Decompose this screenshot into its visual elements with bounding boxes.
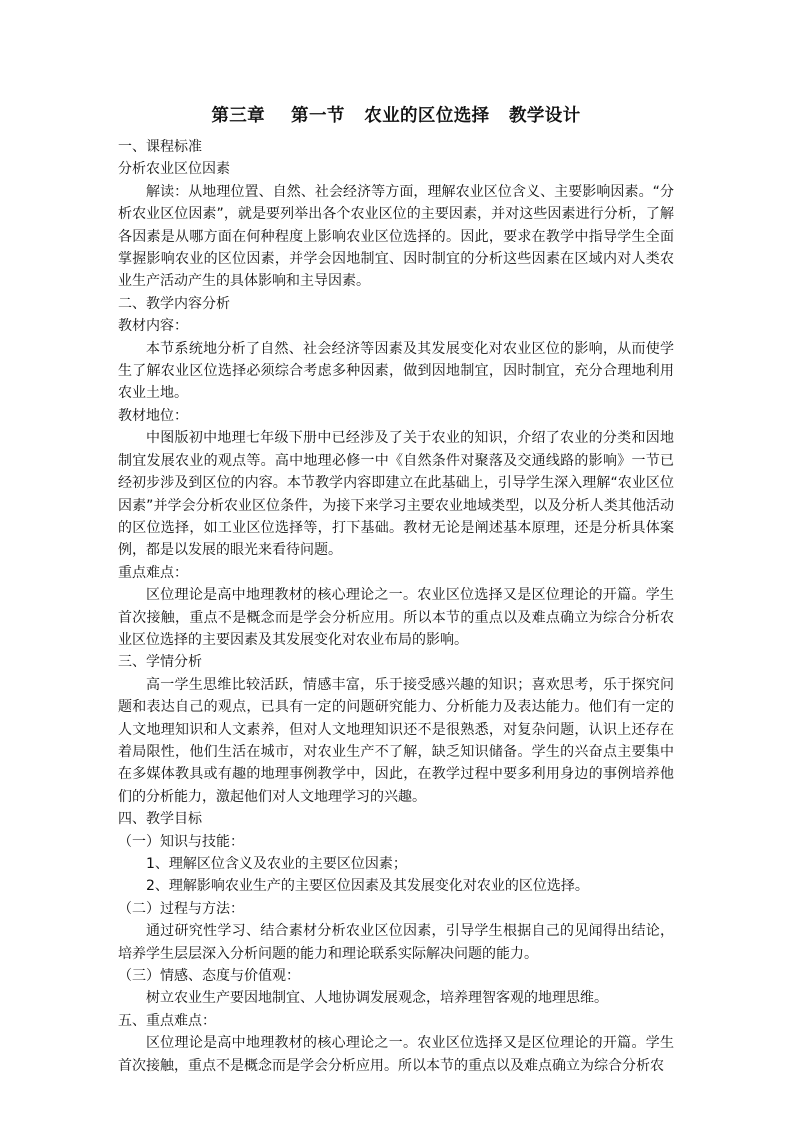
key-points-paragraph: 区位理论是高中地理教材的核心理论之一。农业区位选择又是区位理论的开篇。学生首次接触，重点不是概念而是学会分析应用。所以本节的重点以及难点确立为综合分析农 [118,1035,674,1074]
document-page [118,104,674,1077]
curriculum-standard-line: 分析农业区位因素 [118,161,230,178]
textbook-position-label: 教材地位： [118,407,188,424]
objective-knowledge-item-2: 2、理解影响农业生产的主要区位因素及其发展变化对农业的区位选择。 [146,878,589,895]
objective-process-heading: （二）过程与方法： [118,900,244,917]
section-heading-key-points: 五、重点难点： [118,1012,216,1029]
objective-knowledge-item-1: 1、理解区位含义及农业的主要区位因素； [146,856,407,872]
curriculum-interpretation-paragraph: 解读：从地理位置、自然、社会经济等方面，理解农业区位含义、主要影响因素。“分析农业区位因素”，就是要列举出各个农业区位的主要因素，并对这些因素进行分析，了解各因素是从哪方面在何种程度上影响农业区位选择的。因此，要求在教学中指导学生全面掌握影响农业的区位因素，并学会因地制宜、因时制宜的分析这些因素在区域内对人类农业生产活动产生的具体影响和主导因素。 [118,183,674,290]
objective-attitude-paragraph: 树立农业生产要因地制宜、人地协调发展观念，培养理智客观的地理思维。 [146,990,608,1007]
section-heading-student-analysis: 三、学情分析 [118,654,202,671]
textbook-position-paragraph: 中图版初中地理七年级下册中已经涉及了关于农业的知识，介绍了农业的分类和因地制宜发展农业的观点等。高中地理必修一中《自然条件对聚落及交通线路的影响》一节已经初步涉及到区位的内容。本节教学内容即建立在此基础上，引导学生深入理解“农业区位因素”并学会分析农业区位条件，为接下来学习主要农业地域类型，以及分析人类其他活动的区位选择，如工业区位选择等，打下基础。教材无论是阐述基本原理，还是分析具体案例，都是以发展的眼光来看待问题。 [118,430,674,559]
section-heading-curriculum: 一、课程标准 [118,139,202,155]
key-difficulty-paragraph: 区位理论是高中地理教材的核心理论之一。农业区位选择又是区位理论的开篇。学生首次接触，重点不是概念而是学会分析应用。所以本节的重点以及难点确立为综合分析农业区位选择的主要因素及其发展变化对农业布局的影响。 [118,587,674,648]
student-analysis-paragraph: 高一学生思维比较活跃，情感丰富，乐于接受感兴趣的知识；喜欢思考，乐于探究问题和表达自己的观点，已具有一定的问题研究能力、分析能力及表达能力。他们有一定的人文地理知识和人文素养，但对人文地理知识还不是很熟悉，对复杂问题，认识上还存在着局限性，他们生活在城市，对农业生产不了解，缺乏知识储备。学生的兴奋点主要集中在多媒体教具或有趣的地理事例教学中，因此，在教学过程中要多利用身边的事例培养他们的分析能力，激起他们对人文地理学习的兴趣。 [118,676,674,805]
objective-knowledge-heading: （一）知识与技能： [118,833,244,850]
textbook-content-label: 教材内容： [118,318,188,335]
document-title: 第三章 第一节 农业的区位选择 教学设计 [211,106,581,126]
objective-process-paragraph: 通过研究性学习、结合素材分析农业区位因素，引导学生根据自己的见闻得出结论，培养学生层层深入分析问题的能力和理论联系实际解决问题的能力。 [118,923,674,962]
objective-attitude-heading: （三）情感、态度与价值观： [118,968,300,985]
section-heading-objectives: 四、教学目标 [118,811,202,828]
section-heading-content-analysis: 二、教学内容分析 [118,295,230,312]
textbook-content-paragraph: 本节系统地分析了自然、社会经济等因素及其发展变化对农业区位的影响，从而使学生了解农业区位选择必须综合考虑多种因素，做到因地制宜，因时制宜，充分合理地利用农业土地。 [118,340,674,402]
key-difficulty-label: 重点难点： [118,564,188,581]
